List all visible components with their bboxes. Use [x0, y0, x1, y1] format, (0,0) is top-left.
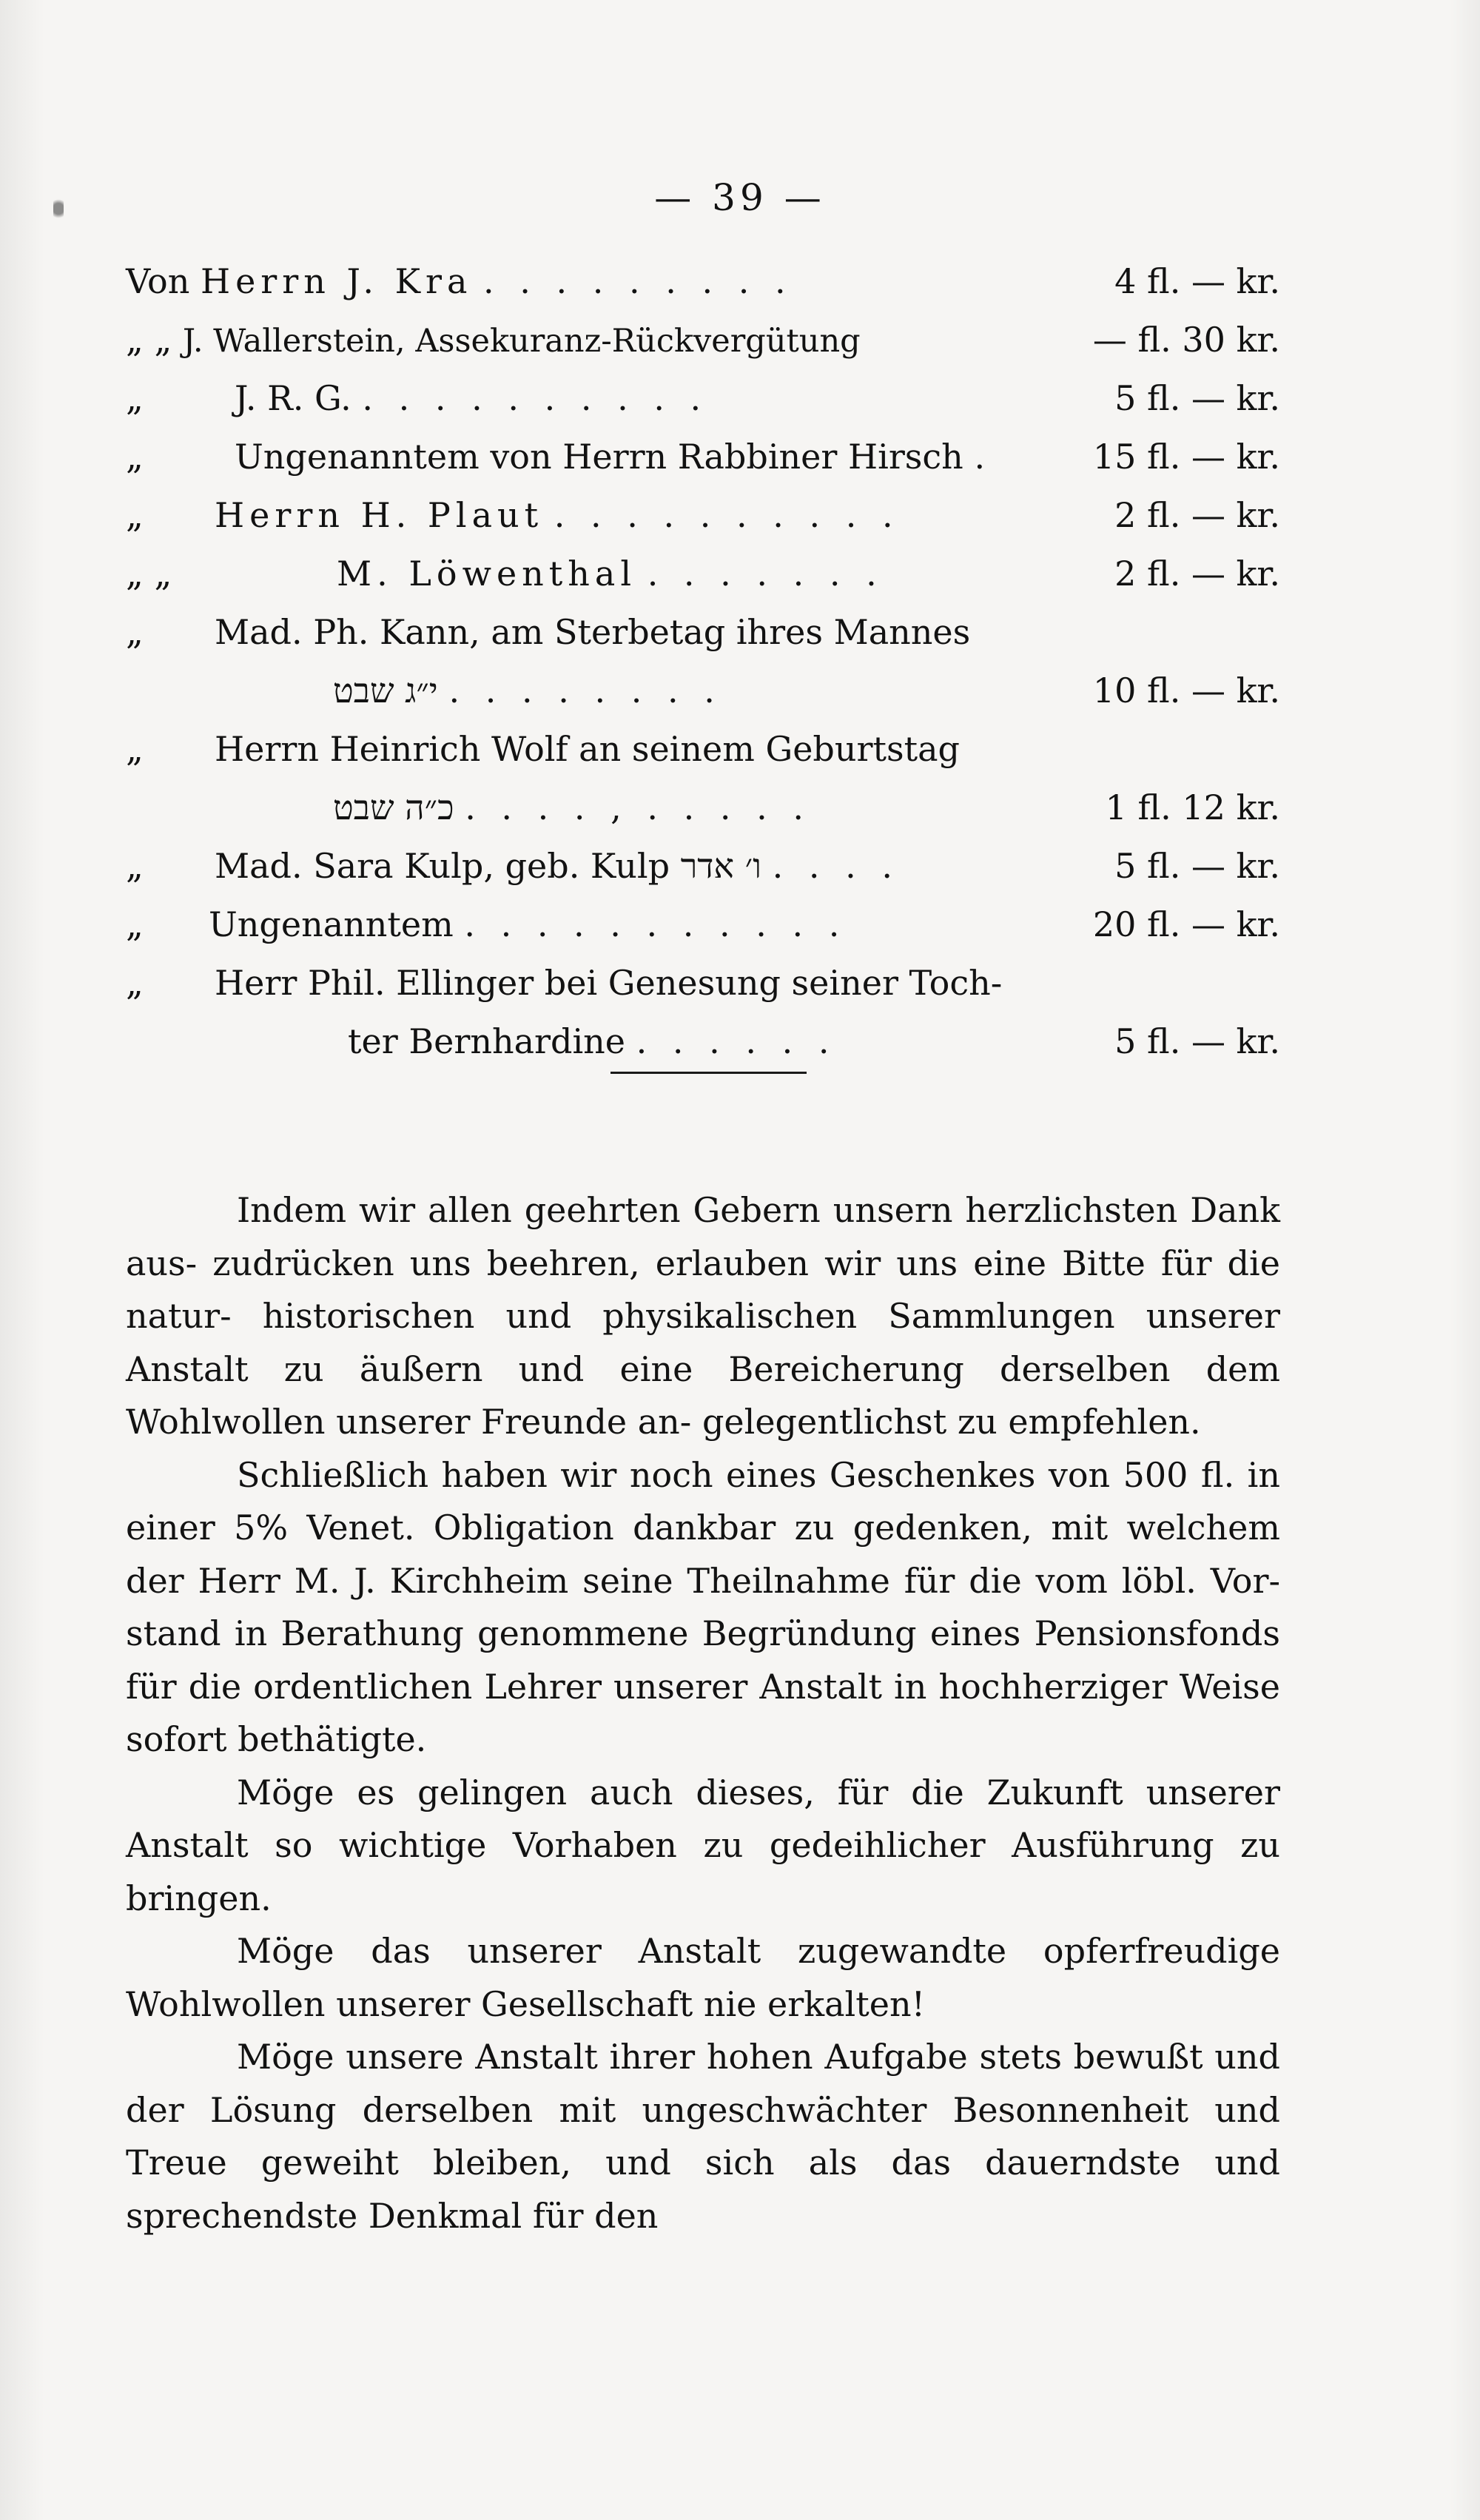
paragraph-wish-1: Möge es gelingen auch dieses, für die Zukunft unserer Anstalt so wichtige Vorhaben zu gedeihlicher Ausführung zu bringen.: [126, 1772, 1280, 1918]
paragraph-wish-3: Möge unsere Anstalt ihrer hohen Aufgabe stets bewußt und der Lösung derselben mit ungeschwächter Besonnenheit und Treue geweiht bleiben, und sich als das dauerndste und sprechendste Denkmal für den: [126, 2037, 1280, 2236]
entry-name: Herrn H. Plaut: [215, 495, 544, 535]
donation-entry: [126, 606, 1280, 658]
paragraph-thanks: Indem wir allen geehrten Gebern unsern herzlichsten Dank aus- zudrücken uns beehren, erlauben wir uns eine Bitte für die natur- historischen und physikalischen Sammlungen unserer Anstalt zu äußern und eine Bereicherung derselben dem Wohlwollen unserer Freunde an- gelegentlichst zu empfehlen.: [126, 1190, 1280, 1442]
entry-name: J. Wallerstein, Assekuranz-Rückvergütung: [182, 323, 861, 360]
entry-dots: . . . . . .: [636, 1021, 837, 1061]
donation-entry: [126, 431, 1280, 483]
entry-prefix: „: [126, 846, 144, 886]
paragraph-donation: Schließlich haben wir noch eines Geschenkes von 500 fl. in einer 5% Venet. Obligation dankbar zu gedenken, mit welchem der Herr M. J. Kirchheim seine Theilnahme für die vom löbl. Vor- stand in Berathung genommene Begründung eines Pensionsfonds für die ordentlichen Lehrer unserer Anstalt in hochherziger Weise sofort bethätigte.: [126, 1454, 1280, 1759]
donation-entry: [126, 548, 1280, 599]
entry-prefix: „: [126, 963, 144, 1003]
entry-amount: 15 fl. — kr.: [1092, 437, 1280, 477]
entry-prefix: „: [126, 437, 144, 477]
entry-amount: 20 fl. — kr.: [1092, 904, 1280, 944]
body-text: [126, 1184, 1280, 2242]
donation-entry: [126, 957, 1280, 1009]
entry-name: J. R. G.: [235, 378, 352, 418]
entry-prefix: Von: [126, 261, 190, 301]
entry-amount: — fl. 30 kr.: [1092, 320, 1280, 360]
entry-dots: . . . .: [772, 846, 901, 886]
paragraph-wish-2: Möge das unserer Anstalt zugewandte opferfreudige Wohlwollen unserer Gesellschaft nie erkalten!: [126, 1931, 1280, 2024]
entry-name: M. Löwenthal: [337, 554, 637, 594]
entry-amount: 5 fl. — kr.: [1114, 846, 1280, 886]
entry-dots: . . . . . . . .: [448, 671, 722, 710]
donation-entry: [126, 489, 1280, 541]
entry-prefix: „: [126, 378, 144, 418]
donation-entry: [126, 723, 1280, 775]
entry-amount: 2 fl. — kr.: [1114, 495, 1280, 535]
entry-amount: 5 fl. — kr.: [1114, 1021, 1280, 1061]
entry-prefix: „: [126, 612, 144, 652]
entry-prefix: „ „: [126, 554, 172, 594]
entry-amount: 4 fl. — kr.: [1114, 261, 1280, 301]
entry-prefix: „ „: [126, 320, 172, 360]
donation-entry: [126, 782, 1280, 833]
entry-amount: 5 fl. — kr.: [1114, 378, 1280, 418]
entry-hebrew-date: כ״ה שבט: [333, 787, 454, 827]
entry-dots: . . . . . . . . . .: [554, 495, 901, 535]
entry-name: Herrn J. Kra: [200, 261, 473, 301]
entry-name: Herrn Heinrich Wolf an seinem Geburtstag: [215, 729, 960, 769]
page-number: — 39 —: [654, 176, 826, 219]
entry-dots: . . . . . . . . .: [483, 261, 793, 301]
entry-amount: 1 fl. 12 kr.: [1105, 787, 1280, 827]
entry-name: Ungenanntem: [209, 904, 454, 944]
entry-amount: 2 fl. — kr.: [1114, 554, 1280, 594]
entry-name: Ungenanntem von Herrn Rabbiner Hirsch: [235, 437, 963, 477]
entry-dots: . . . . . . . . . .: [362, 378, 709, 418]
entry-name: ter Bernhardine: [348, 1021, 626, 1061]
entry-dots: . . . . , . . . . .: [465, 787, 812, 827]
entry-dots: .: [974, 437, 993, 477]
entry-amount: 10 fl. — kr.: [1092, 671, 1280, 710]
entry-prefix: „: [126, 495, 144, 535]
donation-entry: [126, 372, 1280, 424]
donation-entry: [126, 1015, 1280, 1067]
entry-dots: . . . . . . .: [647, 554, 884, 594]
donation-entry: [126, 314, 1280, 366]
section-divider: [610, 1072, 807, 1074]
entry-prefix: „: [126, 904, 144, 944]
donation-entry: [126, 840, 1280, 892]
entry-dots: . . . . . . . . . . .: [464, 904, 847, 944]
entry-name: Herr Phil. Ellinger bei Genesung seiner Toch-: [215, 963, 1003, 1003]
entry-hebrew-date: י״ג שבט: [333, 671, 438, 710]
donation-entry: [126, 255, 1280, 307]
donation-entry: [126, 665, 1280, 716]
entry-name: Mad. Sara Kulp, geb. Kulp ו׳ אדר: [215, 846, 762, 886]
donation-entry: [126, 898, 1280, 950]
entry-prefix: „: [126, 729, 144, 769]
entry-name: Mad. Ph. Kann, am Sterbetag ihres Mannes: [215, 612, 971, 652]
